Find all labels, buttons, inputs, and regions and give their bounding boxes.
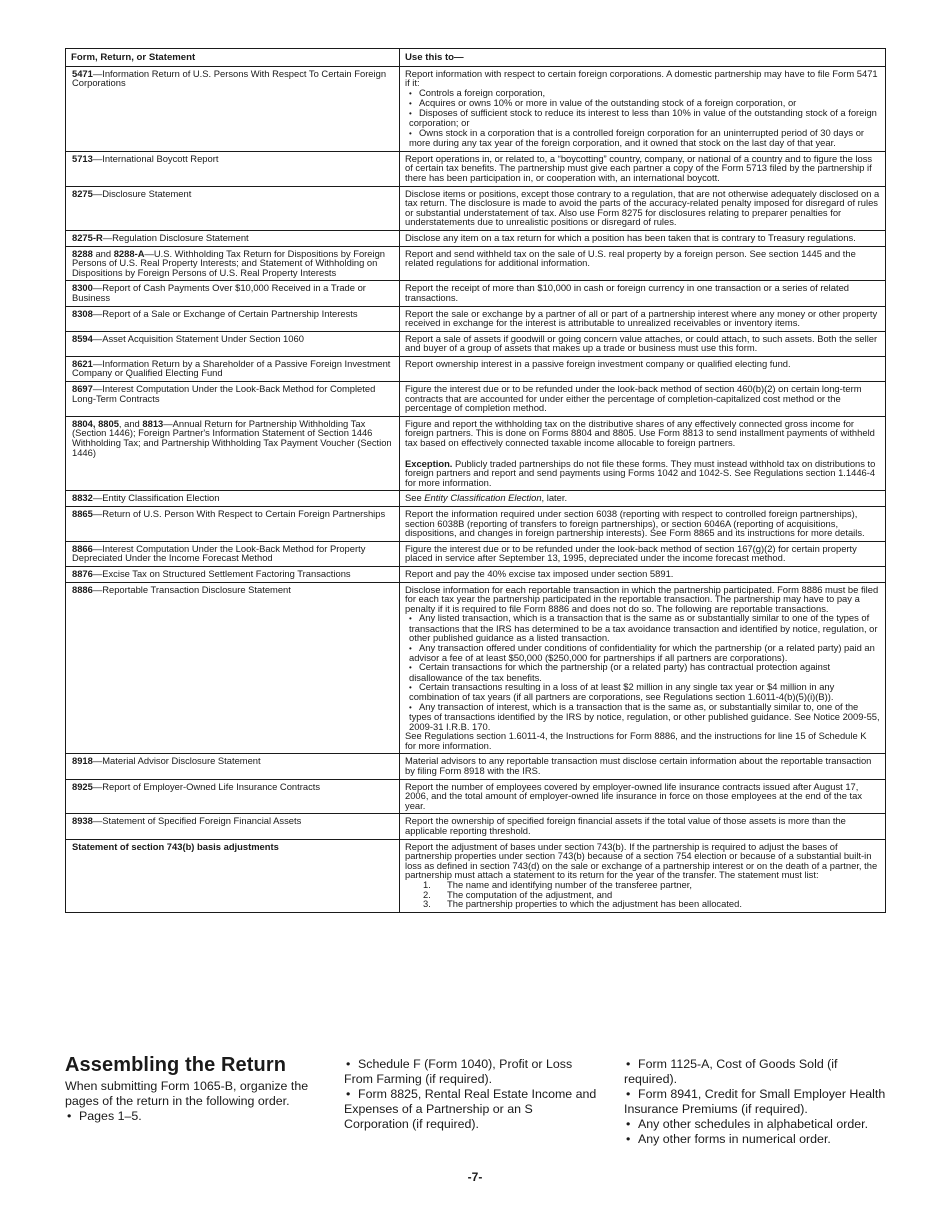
table-row [66,507,886,542]
use-description-cell [400,582,886,754]
use-description-cell [400,306,886,331]
form-description: —Reportable Transaction Disclosure Statement [92,583,291,595]
item-text: The partnership properties to which the adjustment has been allocated. [447,898,742,910]
use-text: Disclose any item on a tax return for which a position has been taken that is contrary to Treasury regulations. [405,231,856,243]
item-number: 3. [423,898,431,910]
header-form-return-statement: Form, Return, or Statement [66,49,400,67]
form-title [72,782,394,792]
table-row [66,541,886,566]
form-title [72,359,394,378]
form-number: 5471 [72,67,93,79]
form-title [72,816,394,826]
form-title [72,189,394,199]
assembling-list-item: • Form 8825, Rental Real Estate Income and Expenses of a Partnership or an S Corporation (if required). [344,1087,599,1132]
use-text: Disclose items or positions, except those contrary to a regulation, that are not otherwise adequately disclosed on a tax return. The disclosure is made to avoid the parts of the accuracy-related penalty imposed for disregard of rules or substantial understatement of tax. Also use Form 8275 for disclosures relating to preparer penalties for understatements due to unrealistic positions or disregard of rules. [405,187,880,228]
use-text: Report information with respect to certain foreign corporations. A domestic partnership may have to file Form 5471 if it: [405,67,878,89]
form-description: —Disclosure Statement [92,187,192,199]
assembling-list-item: • Any other forms in numerical order. [624,1132,889,1147]
table-row [66,151,886,186]
form-name-cell [66,246,400,281]
assembling-list-item: • Any other schedules in alphabetical order. [624,1117,889,1132]
form-number: 8288-A [113,247,145,259]
use-text: Report the sale or exchange by a partner of all or part of a partnership interest where any money or other property received in exchange for the interest is attributable to unrealized receivables or inventory items. [405,307,878,329]
form-description: —Annual Return for Partnership Withholding Tax (Section 1446); Foreign Partner's Information Statement of Section 1446 Withholding Tax; and Partnership Withholding Tax Payment Voucher (Section 1446) [72,417,392,458]
use-description-cell [400,331,886,356]
table-row [66,281,886,306]
form-title [72,69,394,88]
page-number: -7- [467,1170,483,1184]
form-description: —Report of Cash Payments Over $10,000 Received in a Trade or Business [72,282,366,303]
use-description-cell [400,382,886,417]
use-text: Report and pay the 40% excise tax imposed under section 5891. [405,567,674,579]
table-row [66,582,886,754]
use-description-cell [400,541,886,566]
assembling-list-item: • Schedule F (Form 1040), Profit or Loss From Farming (if required). [344,1057,599,1087]
use-description-cell [400,779,886,814]
form-number: 8813 [142,417,164,429]
form-number: 8300 [72,282,93,294]
form-description: —International Boycott Report [92,152,219,164]
form-number: 8925 [72,780,93,792]
form-title [72,334,394,344]
use-text: Figure the interest due or to be refunded under the look-back method of section 460(b)(2) on certain long-term contracts that are accounted for under either the percentage of completion-capitalized cost method or the percentage of completion method. [405,383,862,414]
form-name-cell [66,541,400,566]
use-description-cell [400,230,886,246]
use-description-cell [400,754,886,779]
form-name-cell [66,491,400,507]
form-name-cell [66,331,400,356]
use-description-cell [400,491,886,507]
form-description: —Statement of Specified Foreign Financial Assets [92,815,302,827]
form-description: —Interest Computation Under the Look-Back Method for Property Depreciated Under the Income Forecast Method [72,542,366,564]
form-number: 8865 [72,508,93,519]
use-description-cell [400,839,886,912]
table-row [66,331,886,356]
table-header-row [66,49,886,67]
form-name-cell [66,382,400,417]
assembling-column-1 [65,1079,330,1124]
form-title [72,493,394,503]
use-description-cell [400,186,886,230]
use-text: Figure the interest due or to be refunded under the look-back method of section 167(g)(2) for certain property placed in service after September 13, 1995, depreciated under the income forecast method. [405,542,857,564]
form-title [72,509,394,519]
table-row [66,779,886,814]
bullet-item: • Controls a foreign corporation, [405,88,880,98]
use-text: Report the receipt of more than $10,000 in cash or foreign currency in one transaction or a series of related transactions. [405,282,849,303]
bullet-item: • Owns stock in a corporation that is a controlled foreign corporation for an uninterrupted period of 30 days or more during any tax year of the foreign corporation, and it owned that stock on the last day of that year. [405,128,880,148]
assembling-heading: Assembling the Return [65,1054,287,1076]
use-text: Report and send withheld tax on the sale of U.S. real property by a foreign person. See section 1445 and the related regulations for additional information. [405,247,856,269]
bullet-item: • Any transaction offered under conditions of confidentiality for which the partnership (or a related party) paid an advisor a fee of at least $50,000 ($250,000 for partnerships if all partners are corporations). [405,643,880,663]
form-title [72,283,394,302]
assembling-column-2 [344,1057,599,1132]
use-text: Disclose information for each reportable transaction in which the partnership participated. Form 8886 must be filed for each tax year the partnership participated in the reportable transaction. The partnership may have to pay a penalty if it is required to file Form 8886 and does not do so. The following are reportable transactions. [405,583,879,614]
use-description-cell [400,507,886,542]
form-description: —Entity Classification Election [92,492,220,504]
form-title [72,544,394,563]
table-body [66,66,886,912]
use-text: Report the adjustment of bases under section 743(b). If the partnership is required to adjust the bases of partnership properties under section 743(b) because of a section 754 election or because of a substantial built-in loss as defined in section 743(d) on the sale or exchange of a partnership interest or on the death of a partner, the partnership must attach a statement to its return for the year of the transfer. The statement must list: [405,840,878,881]
use-text: See Regulations section 1.6011-4, the Instructions for Form 8886, and the instructions for line 15 of Schedule K for more information. [405,730,867,751]
use-text [405,493,880,503]
table-row [66,839,886,912]
form-number: 8938 [72,815,93,827]
form-number: 8275 [72,187,93,199]
form-number: 8594 [72,332,93,344]
form-number: 5713 [72,152,93,164]
form-description: —Report of Employer-Owned Life Insurance Contracts [92,780,321,792]
form-number: Statement of section 743(b) basis adjustments [72,840,279,852]
form-number-joiner: , and [118,417,143,429]
exception-text: Publicly traded partnerships do not file these forms. They must instead withhold tax on distributions to foreign partners and report and send payments using Forms 1042 and 1042-S. See Regulations section 1.1446-4 for more information. [405,457,876,488]
use-text-part: See [405,492,425,504]
form-number: 8918 [72,755,93,767]
form-number: 8866 [72,542,93,554]
form-name-cell [66,582,400,754]
numbered-item [405,899,880,909]
table-row [66,356,886,381]
use-text: Report the number of employees covered by employer-owned life insurance contracts issued after August 17, 2006, and the total amount of employer-owned life insurance in force on those employees at the end of the tax year. [405,780,863,811]
use-description-cell [400,566,886,582]
form-name-cell [66,186,400,230]
assembling-list-item: • Form 8941, Credit for Small Employer Health Insurance Premiums (if required). [624,1087,889,1117]
assembling-column-3 [624,1057,889,1147]
form-description: —Material Advisor Disclosure Statement [92,755,261,767]
form-name-cell [66,507,400,542]
use-text: Material advisors to any reportable transaction must disclose certain information about the reportable transaction by filing Form 8918 with the IRS. [405,755,872,777]
form-number: 8697 [72,383,93,395]
exception-label: Exception. [405,457,453,469]
form-title [72,233,394,243]
form-name-cell [66,814,400,839]
form-title [72,585,394,595]
form-description: —Interest Computation Under the Look-Back Method for Completed Long-Term Contracts [72,383,376,404]
form-name-cell [66,416,400,491]
table-row [66,66,886,151]
form-name-cell [66,779,400,814]
form-description: —Asset Acquisition Statement Under Section 1060 [92,332,304,344]
use-text-part: , later. [541,492,568,504]
form-name-cell [66,281,400,306]
form-description: —Excise Tax on Structured Settlement Factoring Transactions [92,567,351,579]
form-title [72,842,394,852]
cross-reference: Entity Classification Election [424,492,542,504]
form-title [72,419,394,457]
form-name-cell [66,754,400,779]
bullet-item: • Certain transactions resulting in a loss of at least $2 million in any single tax year or $4 million in any combination of tax years (if all partners are corporations, see Regulations section 1.6011-4(b)(5)(i)(B)). [405,682,880,702]
form-number: 8308 [72,307,93,319]
use-text: Report ownership interest in a passive foreign investment company or qualified electing fund. [405,357,791,369]
bullet-item: • Certain transactions for which the partnership (or a related party) has contractual protection against disallowance of the tax benefits. [405,662,880,682]
use-text: Report a sale of assets if goodwill or going concern value attaches, or could attach, to such assets. Both the seller and buyer of a group of assets that makes up a trade or business must use this form. [405,332,878,354]
bullet-item: • Any listed transaction, which is a transaction that is the same as or substantially similar to one of the types of transactions that the IRS has determined to be a tax avoidance transaction and identified by notice, regulation, or other published guidance as a listed transaction. [405,613,880,642]
form-description: —Information Return by a Shareholder of a Passive Foreign Investment Company or Qualified Electing Fund [72,357,391,379]
form-title [72,569,394,579]
table-row [66,382,886,417]
bullet-item: • Disposes of sufficient stock to reduce its interest to less than 10% in value of the outstanding stock of a foreign corporation; or [405,108,880,128]
form-number: 8832 [72,492,93,504]
bullet-item: • Acquires or owns 10% or more in value of the outstanding stock of a foreign corporation, or [405,98,880,108]
assembling-list-item: • Pages 1–5. [65,1109,330,1124]
bullet-item: • Any transaction of interest, which is a transaction that is the same as, or substantially similar to, one of the types of transactions identified by the IRS by notice, regulation, or other published guidance. See Notice 2009-55, 2009-31 I.R.B. 170. [405,702,880,731]
form-description: —Return of U.S. Person With Respect to Certain Foreign Partnerships [92,508,386,519]
form-name-cell [66,306,400,331]
form-name-cell [66,839,400,912]
table-row [66,416,886,491]
table-row [66,230,886,246]
form-number: 8288 [72,247,93,259]
item-number: 2. [423,888,431,900]
form-name-cell [66,566,400,582]
use-description-cell [400,416,886,491]
form-name-cell [66,230,400,246]
header-use-this-to: Use this to— [400,49,886,67]
form-description: —Information Return of U.S. Persons With Respect To Certain Foreign Corporations [72,67,387,89]
table-row [66,246,886,281]
item-text: The name and identifying number of the transferee partner, [447,879,692,890]
use-text: Report the information required under section 6038 (reporting with respect to controlled foreign partnerships), section 6038B (reporting of transfers to foreign partnerships), or section 6046A (reporting of acquisitions, dispositions, and changes in foreign partnership interests). See Form 8865 and its instructions for more details. [405,508,865,539]
table-row [66,814,886,839]
assembling-intro: When submitting Form 1065-B, organize the pages of the return in the following order. [65,1079,309,1108]
form-description: —Regulation Disclosure Statement [102,231,249,243]
form-title [72,249,394,278]
item-number: 1. [423,879,431,890]
form-name-cell [66,356,400,381]
form-description: —Report of a Sale or Exchange of Certain Partnership Interests [92,307,358,319]
table-row [66,491,886,507]
form-number: 8876 [72,567,93,579]
form-name-cell [66,66,400,151]
use-description-cell [400,814,886,839]
item-text: The computation of the adjustment, and [447,888,613,900]
form-number: 8804, 8805 [72,417,119,429]
form-name-cell [66,151,400,186]
table-row [66,306,886,331]
use-text: Report operations in, or related to, a “boycotting” country, company, or national of a country and to figure the loss of certain tax benefits. The partnership must give each partner a copy of the Form 5713 filed by the partnership if there has been participation in, or cooperation with, an international boycott. [405,152,873,183]
forms-table [65,48,886,913]
use-description-cell [400,66,886,151]
use-text: Figure and report the withholding tax on the distributive shares of any effectively connected gross income for foreign partners. This is done on Forms 8804 and 8805. Use Form 8813 to send installment payments of withheld tax based on effectively connected taxable income allocable to foreign partners. [405,417,875,449]
form-title [72,384,394,403]
form-number-joiner: and [92,247,114,259]
form-description: —U.S. Withholding Tax Return for Dispositions by Foreign Persons of U.S. Real Property Interests; and Statement of Withholding on Dispositions by Foreign Persons of U.S. Real Property Interests [72,247,386,278]
form-title [72,309,394,319]
use-text: Report the ownership of specified foreign financial assets if the total value of those assets is more than the applicable reporting threshold. [405,815,846,837]
form-title [72,756,394,766]
assembling-list-item: • Form 1125-A, Cost of Goods Sold (if required). [624,1057,889,1087]
use-description-cell [400,356,886,381]
exception-note [405,459,880,488]
use-description-cell [400,151,886,186]
form-number: 8886 [72,583,93,595]
table-row [66,754,886,779]
table-row [66,566,886,582]
use-description-cell [400,246,886,281]
table-row [66,186,886,230]
use-description-cell [400,281,886,306]
form-title [72,154,394,164]
form-number: 8621 [72,357,93,369]
form-number: 8275-R [72,231,103,243]
